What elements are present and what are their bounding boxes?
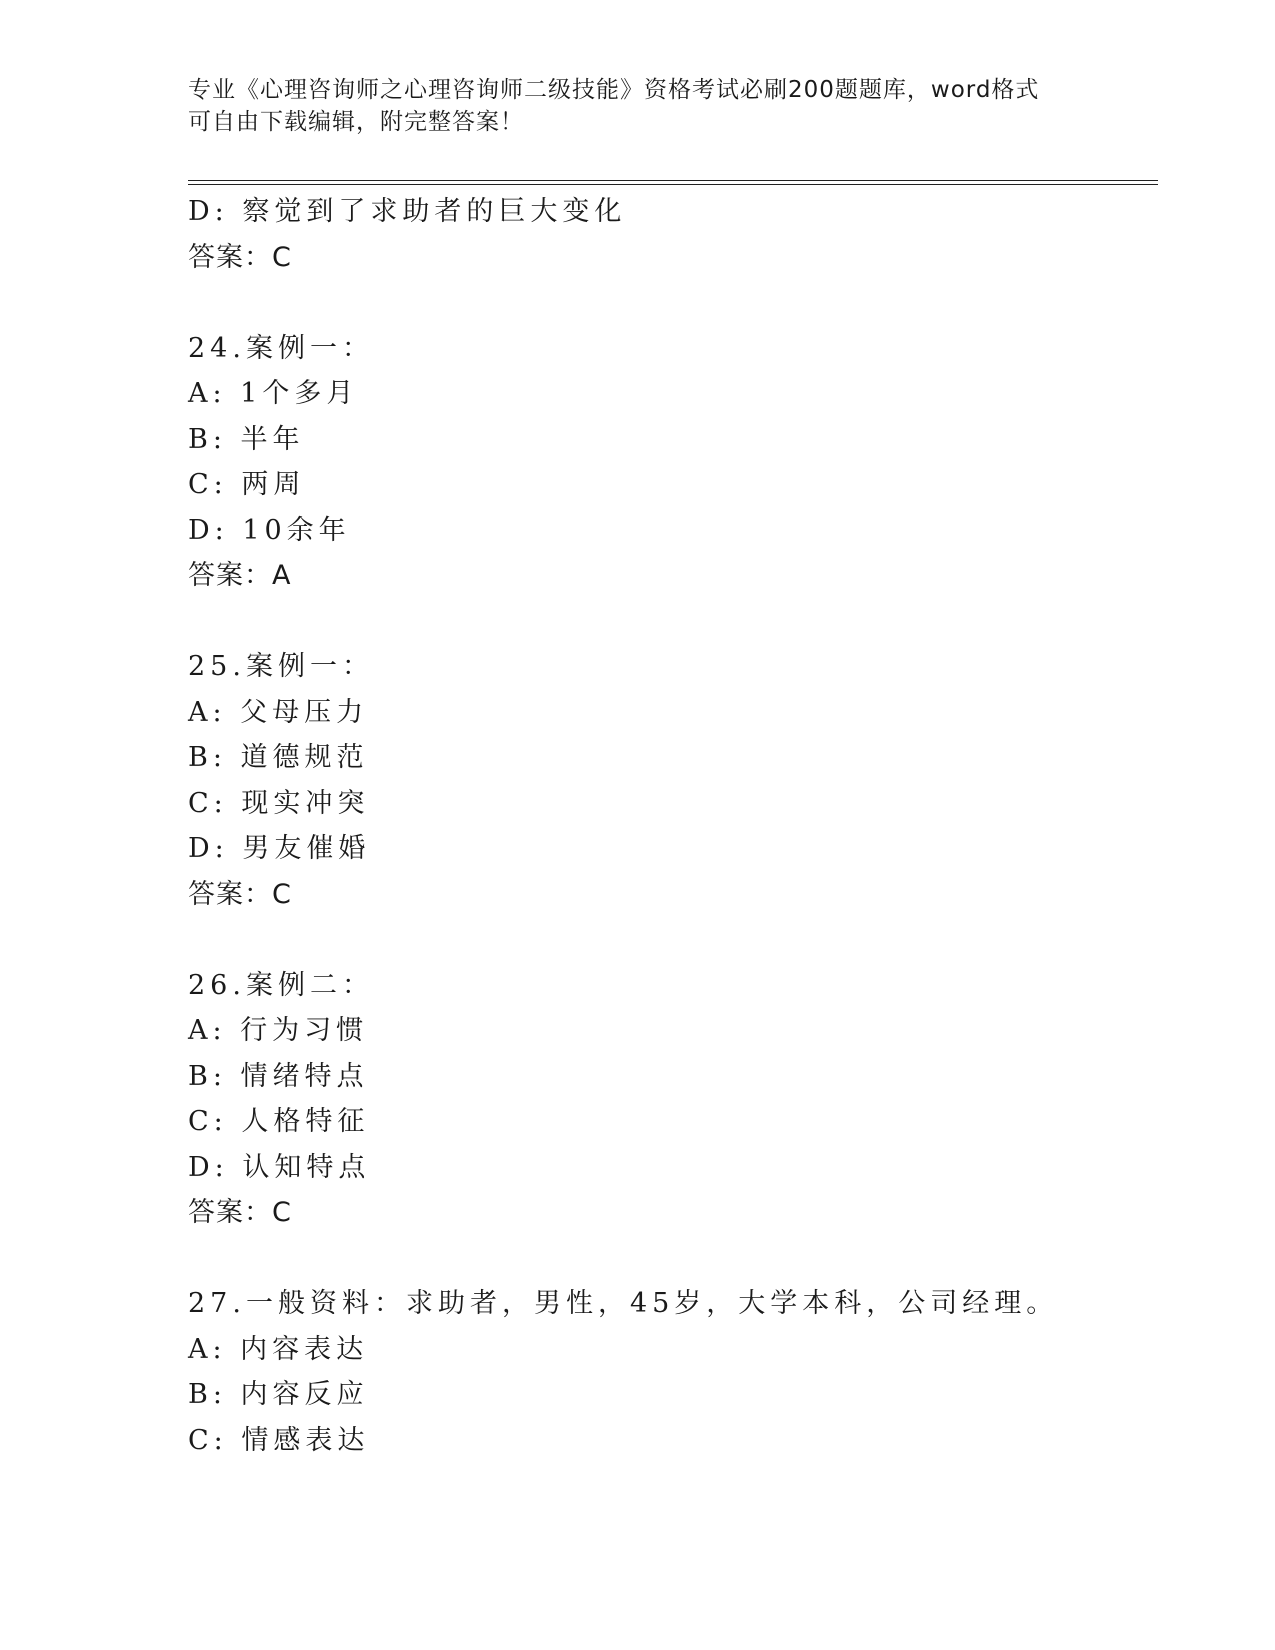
option-line: D: 认知特点 xyxy=(188,1151,371,1183)
option-line: D: 察觉到了求助者的巨大变化 xyxy=(188,196,627,227)
answer-line: 答案：C xyxy=(188,241,292,273)
option-line: C: 两周 xyxy=(188,469,306,500)
answer-line: 答案：A xyxy=(188,560,292,591)
option-line: A: 1个多月 xyxy=(188,378,359,409)
document-header xyxy=(188,74,1088,138)
option-line: B: 半年 xyxy=(188,423,305,455)
question-title: 26.案例二： xyxy=(188,969,374,1001)
header-divider-top xyxy=(188,180,1158,181)
spacer xyxy=(188,599,1148,645)
header-divider-bottom xyxy=(188,184,1158,185)
option-line: C: 情感表达 xyxy=(188,1424,370,1456)
option-line: A: 父母压力 xyxy=(188,696,369,728)
option-line: D: 男友催婚 xyxy=(188,833,371,864)
option-line: B: 内容反应 xyxy=(188,1379,369,1410)
spacer xyxy=(188,1236,1148,1282)
spacer xyxy=(188,917,1148,963)
question-title: 24.案例一： xyxy=(188,332,374,364)
option-line: B: 情绪特点 xyxy=(188,1060,369,1092)
header-line-2: 可自由下载编辑，附完整答案！ xyxy=(188,109,524,135)
option-line: A: 行为习惯 xyxy=(188,1015,369,1046)
question-title: 25.案例一： xyxy=(188,651,374,682)
question-title: 27.一般资料：求助者，男性，45岁，大学本科，公司经理。 xyxy=(188,1288,1059,1319)
option-line: A: 内容表达 xyxy=(188,1333,369,1365)
question-list xyxy=(188,189,1148,1463)
header-line-1: 专业《心理咨询师之心理咨询师二级技能》资格考试必刷200题题库，word格式 xyxy=(188,77,1040,103)
option-line: D: 10余年 xyxy=(188,514,351,546)
option-line: B: 道德规范 xyxy=(188,742,369,773)
spacer xyxy=(188,280,1148,326)
option-line: C: 人格特征 xyxy=(188,1106,370,1137)
answer-line: 答案：C xyxy=(188,1197,292,1228)
answer-line: 答案：C xyxy=(188,878,292,910)
option-line: C: 现实冲突 xyxy=(188,787,370,819)
